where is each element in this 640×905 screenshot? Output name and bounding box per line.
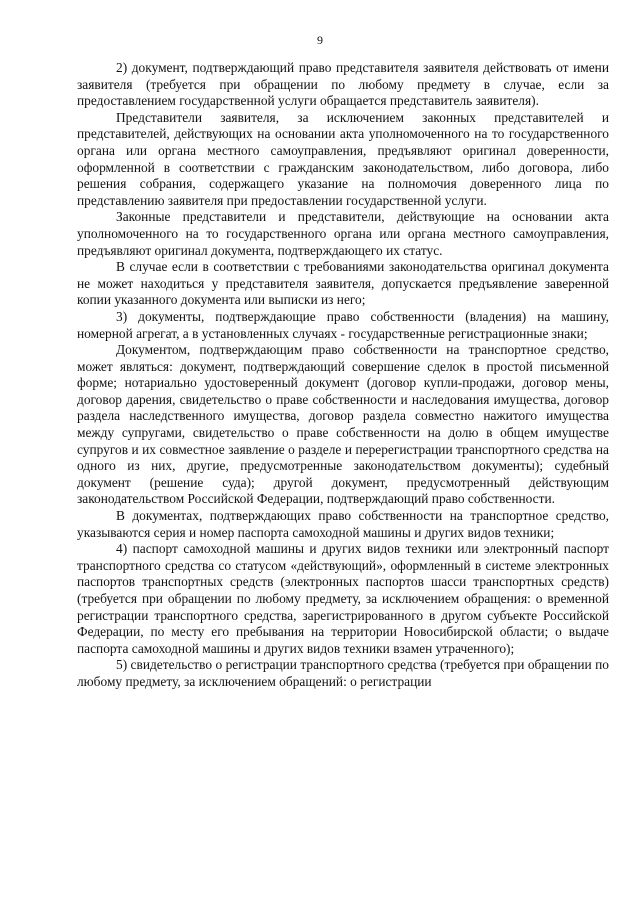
paragraph-power-of-attorney: Представители заявителя, за исключением законных представителей и представителей, действующих на основании акта уполномоченного на то государственного органа или органа местного самоуправления, предъявляют оригинал доверенности, оформленной в соответствии с гражданским законодательством, либо договора, либо решения собрания, содержащего указание на полномочия доверенного лица по представлению заявителя при предоставлении государственной услуги. bbox=[77, 109, 609, 208]
page-number: 9 bbox=[317, 33, 323, 47]
paragraph-machine-passport: 4) паспорт самоходной машины и других видов техники или электронный паспорт транспортного средства со статусом «действующий», оформленный в системе электронных паспортов транспортных средств (электронных паспортов шасси транспортных средств) (требуется при обращении по любому предмету, за исключением обращения: о временной регистрации транспортного средства, зарегистрированного в другом субъекте Российской Федерации, по месту его пребывания на территории Новосибирской области; о выдаче паспорта самоходной машины и других видов техники взамен утраченного); bbox=[77, 541, 609, 656]
paragraph-passport-series: В документах, подтверждающих право собственности на транспортное средство, указываются серия и номер паспорта самоходной машины и других видов техники; bbox=[77, 508, 609, 540]
paragraph-ownership-documents: 3) документы, подтверждающие право собственности (владения) на машину, номерной агрегат, а в установленных случаях - государственные регистрационные знаки; bbox=[77, 308, 609, 341]
paragraph-registration-certificate: 5) свидетельство о регистрации транспортного средства (требуется при обращении по любому предмету, за исключением обращений: о регистрации bbox=[77, 657, 609, 689]
paragraph-ownership-document-types: Документом, подтверждающим право собственности на транспортное средство, может являться: документ, подтверждающий совершение сделок в простой письменной форме; нотариально удостоверенный документ (договор купли-продажи, договор мены, договор дарения, свидетельство о праве собственности и наследования имущества, договор раздела наследственного имущества, договор раздела совместно нажитого имущества между супругами, свидетельство о праве собственности на долю в общем имуществе супругов и их совместное заявление о разделе и перерегистрации транспортного средства на одного из них, другие, предусмотренные законодательством документы); судебный документ (решение суда); другой документ, предусмотренный действующим законодательством Российской Федерации, подтверждающий право собственности. bbox=[77, 342, 609, 507]
paragraph-representative-document: 2) документ, подтверждающий право представителя заявителя действовать от имени заявителя (требуется при обращении по любому предмету в случае, если за предоставлением государственной услуги обращается представитель заявителя). bbox=[77, 60, 609, 109]
paragraph-certified-copy: В случае если в соответствии с требованиями законодательства оригинал документа не может находиться у представителя заявителя, допускается предъявление заверенной копии указанного документа или выписки из него; bbox=[77, 259, 609, 308]
body-text bbox=[77, 60, 609, 691]
paragraph-legal-representatives: Законные представители и представители, действующие на основании акта уполномоченного на то государственного органа или органа местного самоуправления, предъявляют оригинал документа, подтверждающего их статус. bbox=[77, 209, 609, 258]
